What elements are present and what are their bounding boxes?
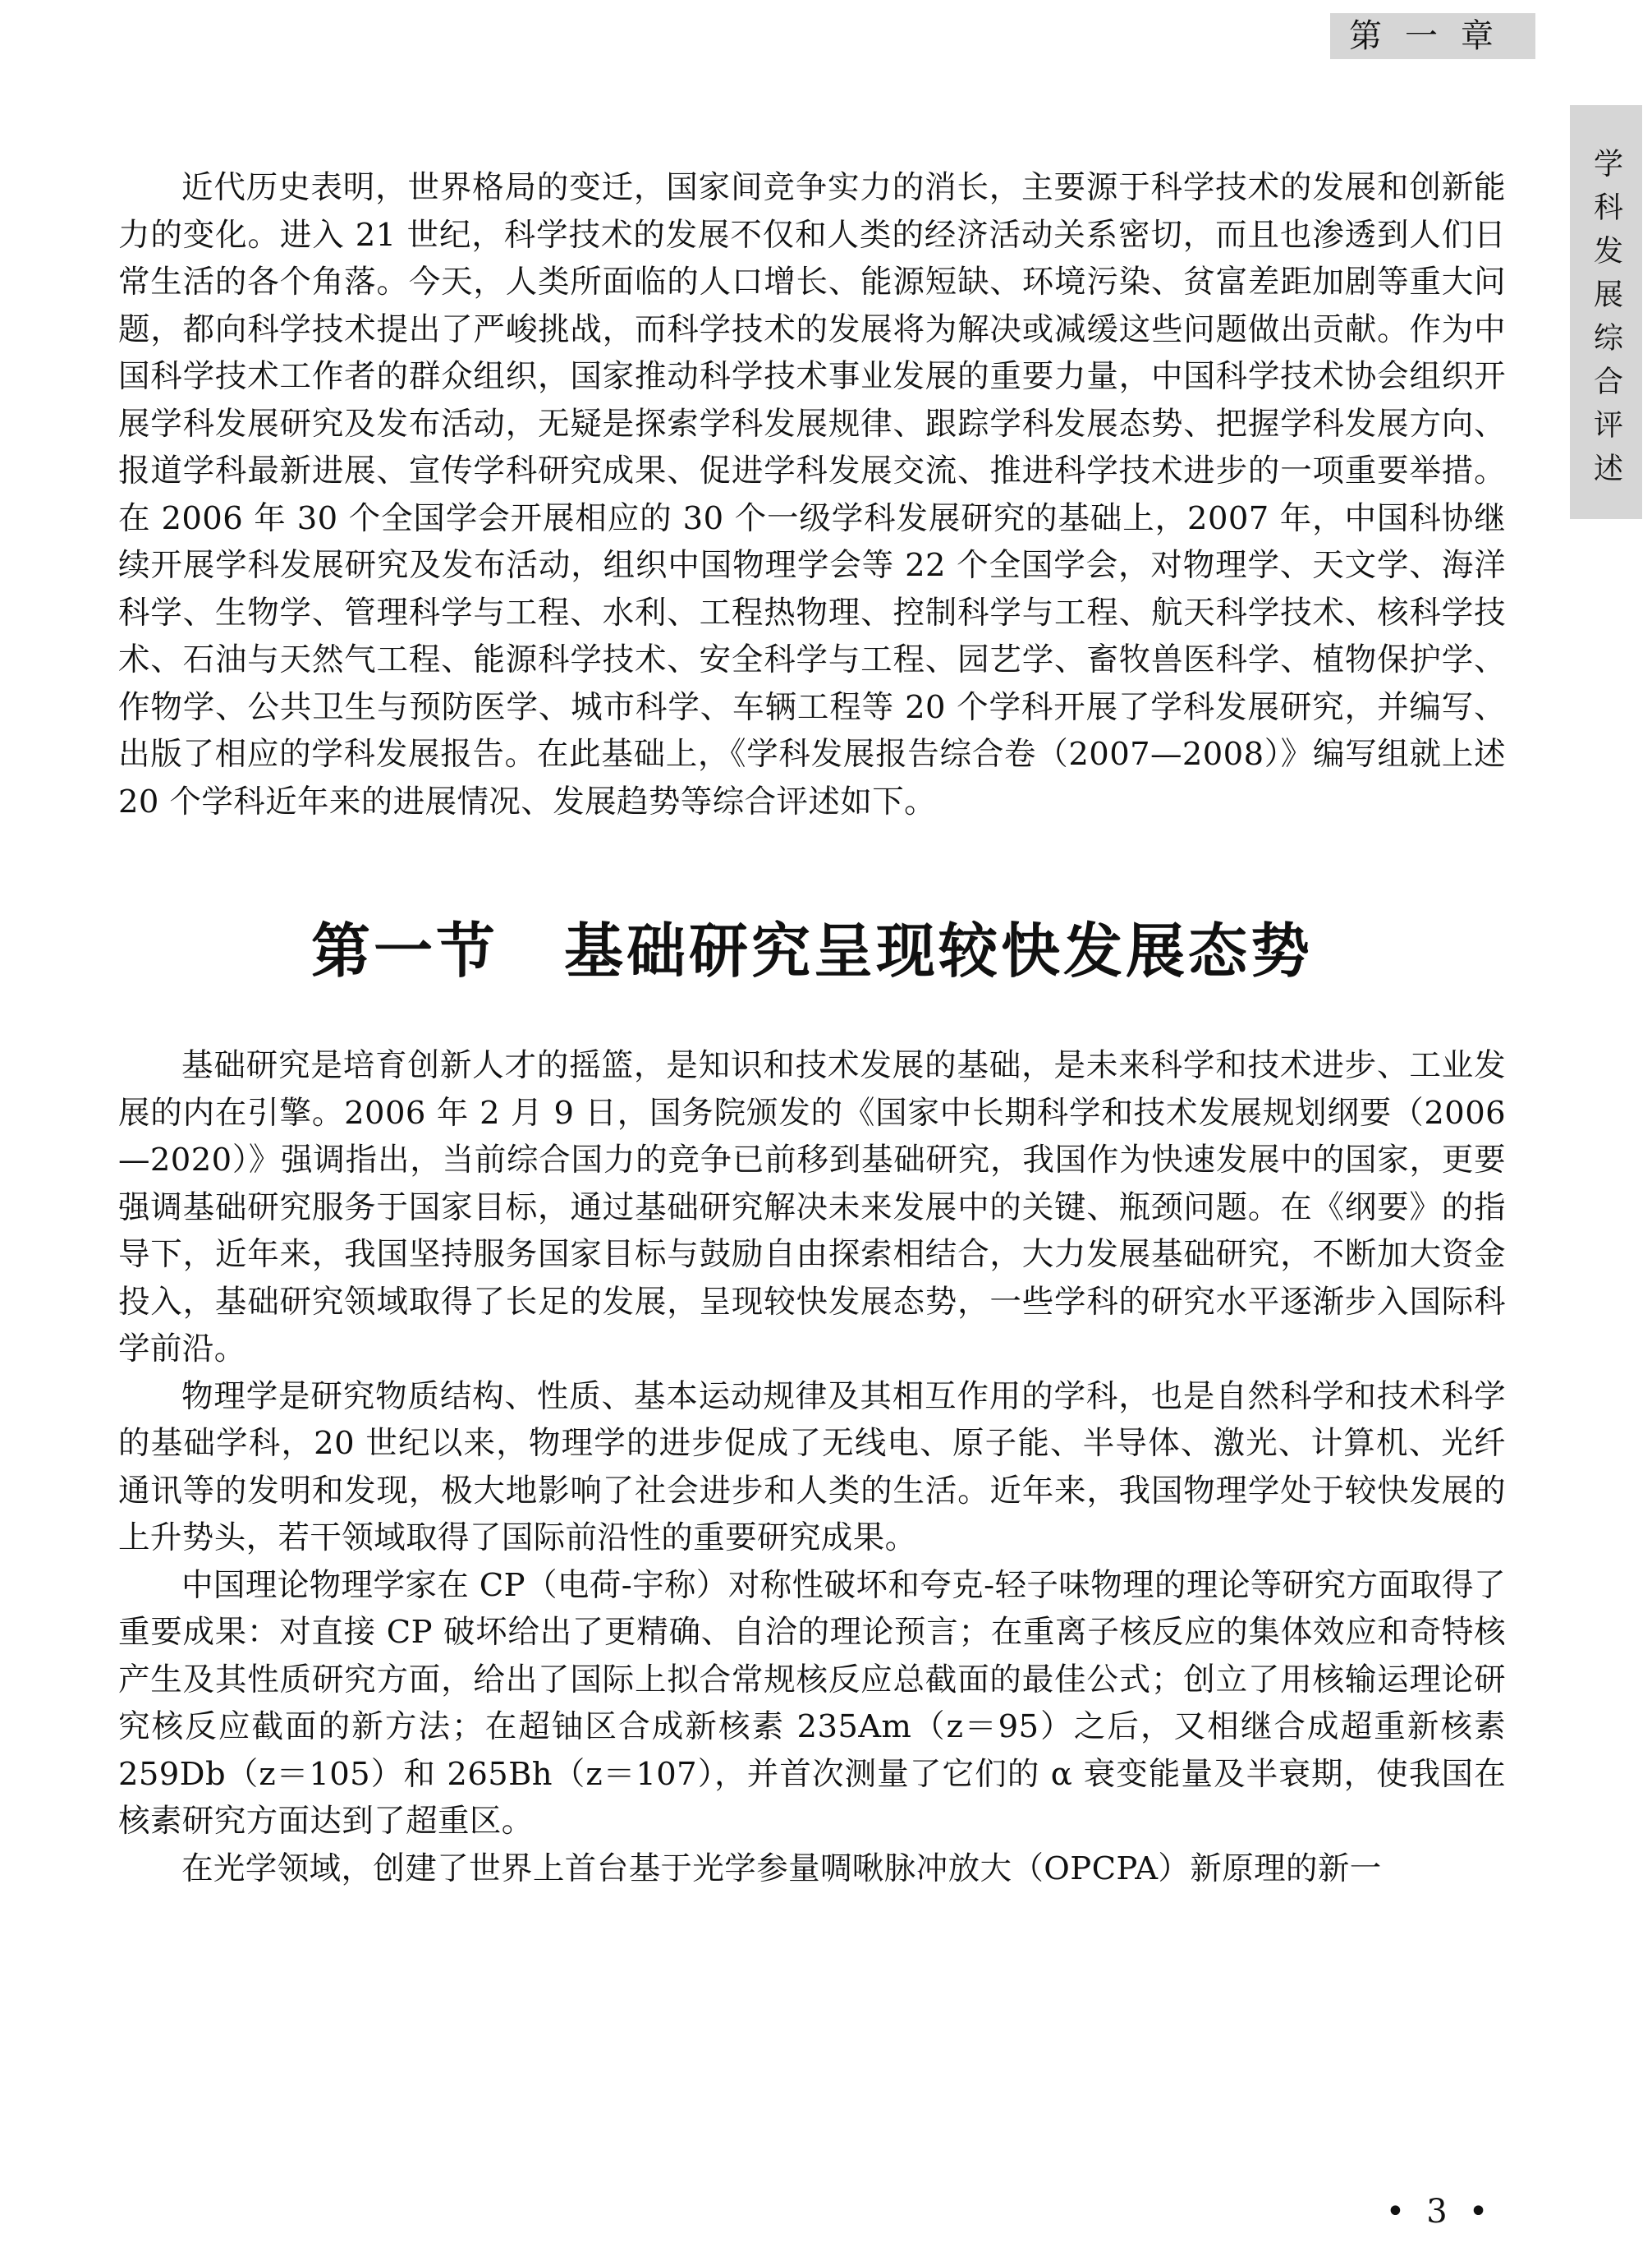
section-heading: [118, 906, 1506, 996]
intro-paragraph: 近代历史表明，世界格局的变迁，国家间竞争实力的消长，主要源于科学技术的发展和创新能力的变化。进入 21 世纪，科学技术的发展不仅和人类的经济活动关系密切，而且也渗透到人们日常生活的各个角落。今天，人类所面临的人口增长、能源短缺、环境污染、贫富差距加剧等重大问题，都向科学技术提出了严峻挑战，而科学技术的发展将为解决或减缓这些问题做出贡献。作为中国科学技术工作者的群众组织，国家推动科学技术事业发展的重要力量，中国科学技术协会组织开展学科发展研究及发布活动，无疑是探索学科发展规律、跟踪学科发展态势、把握学科发展方向、报道学科最新进展、宣传学科研究成果、促进学科发展交流、推进科学技术进步的一项重要举措。在 2006 年 30 个全国学会开展相应的 30 个一级学科发展研究的基础上，2007 年，中国科协继续开展学科发展研究及发布活动，组织中国物理学会等 22 个全国学会，对物理学、天文学、海洋科学、生物学、管理科学与工程、水利、工程热物理、控制科学与工程、航天科学技术、核科学技术、石油与天然气工程、能源科学技术、安全科学与工程、园艺学、畜牧兽医科学、植物保护学、作物学、公共卫生与预防医学、城市科学、车辆工程等 20 个学科开展了学科发展研究，并编写、出版了相应的学科发展报告。在此基础上，《学科发展报告综合卷（2007—2008）》编写组就上述 20 个学科近年来的进展情况、发展趋势等综合评述如下。: [118, 169, 1506, 820]
section-title: 基础研究呈现较快发展态势: [564, 917, 1314, 986]
section-paragraph: 基础研究是培育创新人才的摇篮，是知识和技术发展的基础，是未来科学和技术进步、工业发展的内在引擎。2006 年 2 月 9 日，国务院颁发的《国家中长期科学和技术发展规划纲要（2006—2020）》强调指出，当前综合国力的竞争已前移到基础研究，我国作为快速发展中的国家，更要强调基础研究服务于国家目标，通过基础研究解决未来发展中的关键、瓶颈问题。在《纲要》的指导下，近年来，我国坚持服务国家目标与鼓励自由探索相结合，大力发展基础研究，不断加大资金投入，基础研究领域取得了长足的发展，呈现较快发展态势，一些学科的研究水平逐渐步入国际科学前沿。: [118, 1047, 1506, 1367]
section-paragraph: 中国理论物理学家在 CP（电荷-宇称）对称性破坏和夸克-轻子味物理的理论等研究方面取得了重要成果：对直接 CP 破坏给出了更精确、自洽的理论预言；在重离子核反应的集体效应和奇特核产生及其性质研究方面，给出了国际上拟合常规核反应总截面的最佳公式；创立了用核输运理论研究核反应截面的新方法；在超铀区合成新核素 235Am（z＝95）之后，又相继合成超重新核素 259Db（z＝105）和 265Bh（z＝107），并首次测量了它们的 α 衰变能量及半衰期，使我国在核素研究方面达到了超重区。: [118, 1566, 1506, 1840]
section-body: [118, 1042, 1506, 1892]
side-tab-label: 学科发展综合评述: [1589, 148, 1623, 496]
section-paragraph: 物理学是研究物质结构、性质、基本运动规律及其相互作用的学科，也是自然科学和技术科学的基础学科，20 世纪以来，物理学的进步促成了无线电、原子能、半导体、激光、计算机、光纤通讯等的发明和发现，极大地影响了社会进步和人类的生活。近年来，我国物理学处于较快发展的上升势头，若干领域取得了国际前沿性的重要研究成果。: [118, 1377, 1506, 1556]
page-number-value: 3: [1426, 2193, 1448, 2231]
bullet-icon: •: [1468, 2193, 1489, 2231]
bullet-icon: •: [1385, 2193, 1406, 2231]
side-tab: [1570, 105, 1642, 519]
section-paragraph: 在光学领域，创建了世界上首台基于光学参量啁啾脉冲放大（OPCPA）新原理的新一: [181, 1850, 1382, 1887]
chapter-header: 第一章: [1330, 13, 1535, 59]
section-number: 第一节: [310, 917, 498, 986]
main-content: [118, 164, 1506, 1892]
page-number: [1347, 2193, 1527, 2231]
